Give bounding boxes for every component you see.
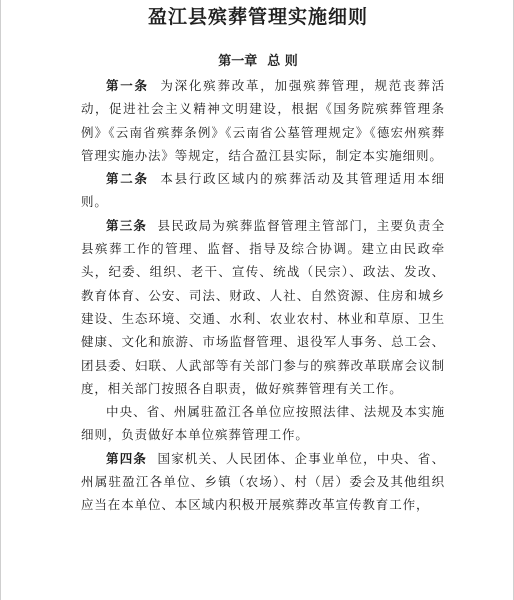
chapter-number: 第一章: [218, 54, 258, 69]
article-text: 中央、省、州属驻盈江各单位应按照法律、法规及本实施细则，负责做好本单位殡葬管理工作。: [81, 404, 445, 443]
article-label: 第一条: [106, 78, 149, 93]
article-text: 本县行政区域内的殡葬活动及其管理适用本细则。: [81, 171, 445, 210]
article-label: 第三条: [106, 217, 148, 233]
article-text: 为深化殡葬改革，加强殡葬管理，规范丧葬活动，促进社会主义精神文明建设，根据《国务院殡葬管理条例》《云南省殡葬条例》《云南省公墓管理规定》《德宏州殡葬管理实施办法》等规定，结合盈江县实际，制定本实施细则。: [81, 78, 445, 163]
article-paragraph: [81, 214, 445, 400]
article-paragraph: [81, 447, 445, 517]
document-body: [81, 74, 445, 517]
article-label: 第二条: [106, 171, 149, 187]
article-paragraph: [81, 167, 445, 214]
chapter-name: 总 则: [267, 54, 298, 69]
article-label: 第四条: [106, 450, 148, 466]
chapter-heading: [1, 53, 514, 71]
article-paragraph: [81, 400, 445, 447]
document-title: 盈江县殡葬管理实施细则: [147, 6, 368, 28]
article-text: 县民政局为殡葬监督管理主管部门，主要负责全县殡葬工作的管理、监督、指导及综合协调。建立由民政牵头，纪委、组织、老干、宣传、统战（民宗）、政法、发改、教育体育、公安、司法、财政、人社、自然资源、住房和城乡建设、生态环境、交通、水利、农业农村、林业和草原、卫生健康、文化和旅游、市场监督管理、退役军人事务、总工会、团县委、妇联、人武部等有关部门参与的殡葬改革联席会议制度，相关部门按照各自职责，做好殡葬管理有关工作。: [81, 217, 445, 396]
article-paragraph: [81, 74, 445, 167]
article-text: 国家机关、人民团体、企事业单位，中央、省、州属驻盈江各单位、乡镇（农场）、村（居）委会及其他组织应当在本单位、本区域内积极开展殡葬改革宣传教育工作，: [81, 450, 445, 513]
